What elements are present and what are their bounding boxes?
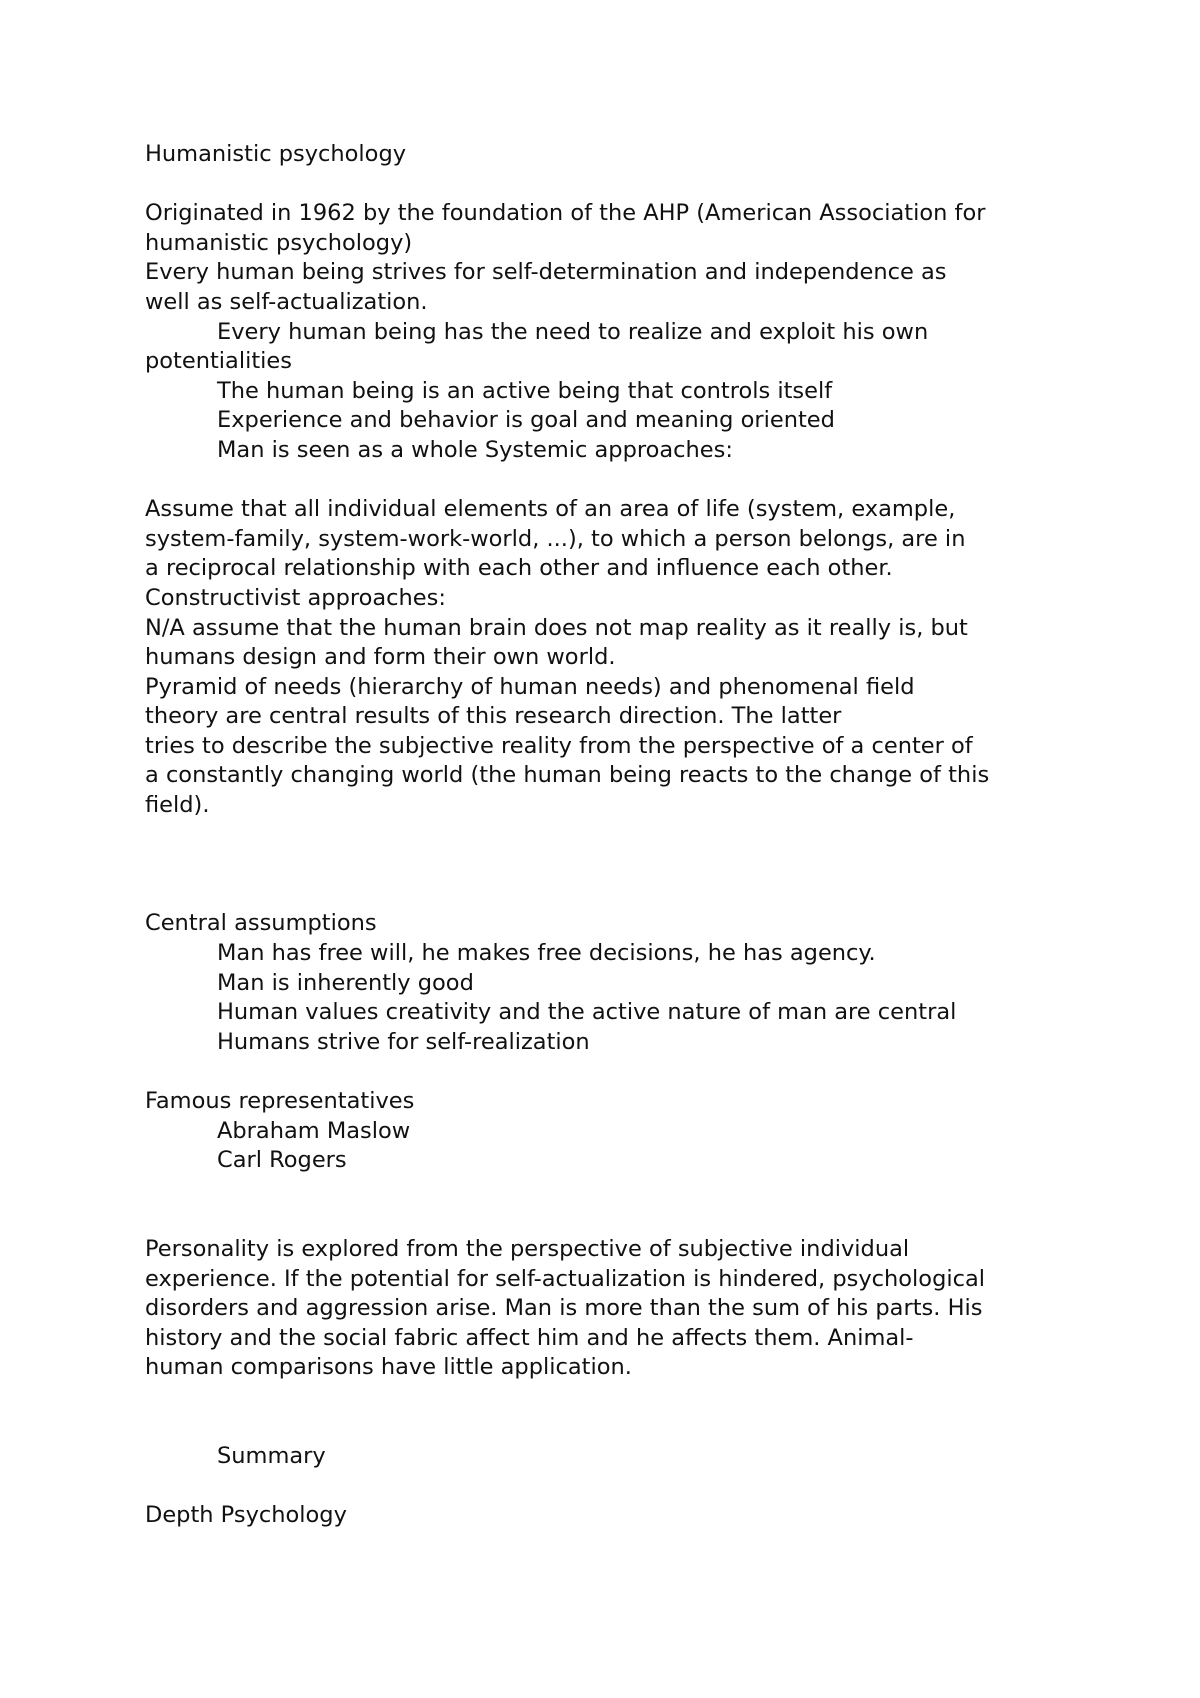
paragraph-line: a constantly changing world (the human being reacts to the change of this <box>145 762 990 789</box>
paragraph-line: Originated in 1962 by the foundation of the AHP (American Association for <box>145 200 986 227</box>
paragraph-line: Every human being strives for self-determination and independence as <box>145 259 947 286</box>
spacer <box>145 1472 1085 1502</box>
paragraph-line: human comparisons have little application. <box>145 1354 632 1381</box>
spacer <box>145 821 1085 910</box>
paragraph-line: system-family, system-work-world, ...), to which a person belongs, are in <box>145 525 966 552</box>
spacer <box>145 1057 1085 1087</box>
paragraph-line: field). <box>145 792 210 819</box>
indented-line: The human being is an active being that controls itself <box>217 377 833 404</box>
paragraph-line: Personality is explored from the perspective of subjective individual <box>145 1235 910 1262</box>
spacer <box>145 466 1085 496</box>
list-item: Human values creativity and the active nature of man are central <box>217 999 957 1026</box>
paragraph-line: a reciprocal relationship with each other and influence each other. <box>145 555 893 582</box>
list-item: Man has free will, he makes free decisions, he has agency. <box>217 940 876 967</box>
paragraph-line: tries to describe the subjective reality from the perspective of a center of <box>145 732 973 759</box>
spacer <box>145 1176 1085 1235</box>
paragraph-line: potentialities <box>145 348 292 375</box>
list-item: Humans strive for self-realization <box>217 1028 590 1055</box>
paragraph-line: Pyramid of needs (hierarchy of human needs) and phenomenal field <box>145 673 915 700</box>
section-heading: Depth Psychology <box>145 1502 347 1529</box>
paragraph-line: humanistic psychology) <box>145 229 413 256</box>
indented-line: Experience and behavior is goal and meaning oriented <box>217 407 835 434</box>
section-heading: Famous representatives <box>145 1088 415 1115</box>
paragraph-line: history and the social fabric affect him and he affects them. Animal- <box>145 1324 914 1351</box>
paragraph-line: Constructivist approaches: <box>145 584 446 611</box>
paragraph-line: Assume that all individual elements of an area of life (system, example, <box>145 496 956 523</box>
paragraph-line: experience. If the potential for self-actualization is hindered, psychological <box>145 1265 986 1292</box>
list-item: Carl Rogers <box>217 1147 347 1174</box>
indented-line: Man is seen as a whole Systemic approaches: <box>217 436 733 463</box>
list-item: Man is inherently good <box>217 969 474 996</box>
paragraph-line: disorders and aggression arise. Man is more than the sum of his parts. His <box>145 1295 983 1322</box>
document-page <box>145 140 1085 1531</box>
document-title: Humanistic psychology <box>145 141 407 167</box>
paragraph-line: well as self-actualization. <box>145 288 428 315</box>
paragraph-line: humans design and form their own world. <box>145 644 616 671</box>
spacer <box>145 1383 1085 1442</box>
list-item: Abraham Maslow <box>217 1117 411 1144</box>
indented-line: Every human being has the need to realize and exploit his own <box>217 318 929 345</box>
paragraph-line: N/A assume that the human brain does not map reality as it really is, but <box>145 614 968 641</box>
summary-label: Summary <box>217 1443 326 1470</box>
section-heading: Central assumptions <box>145 910 377 937</box>
paragraph-line: theory are central results of this research direction. The latter <box>145 703 842 730</box>
spacer <box>145 170 1085 200</box>
